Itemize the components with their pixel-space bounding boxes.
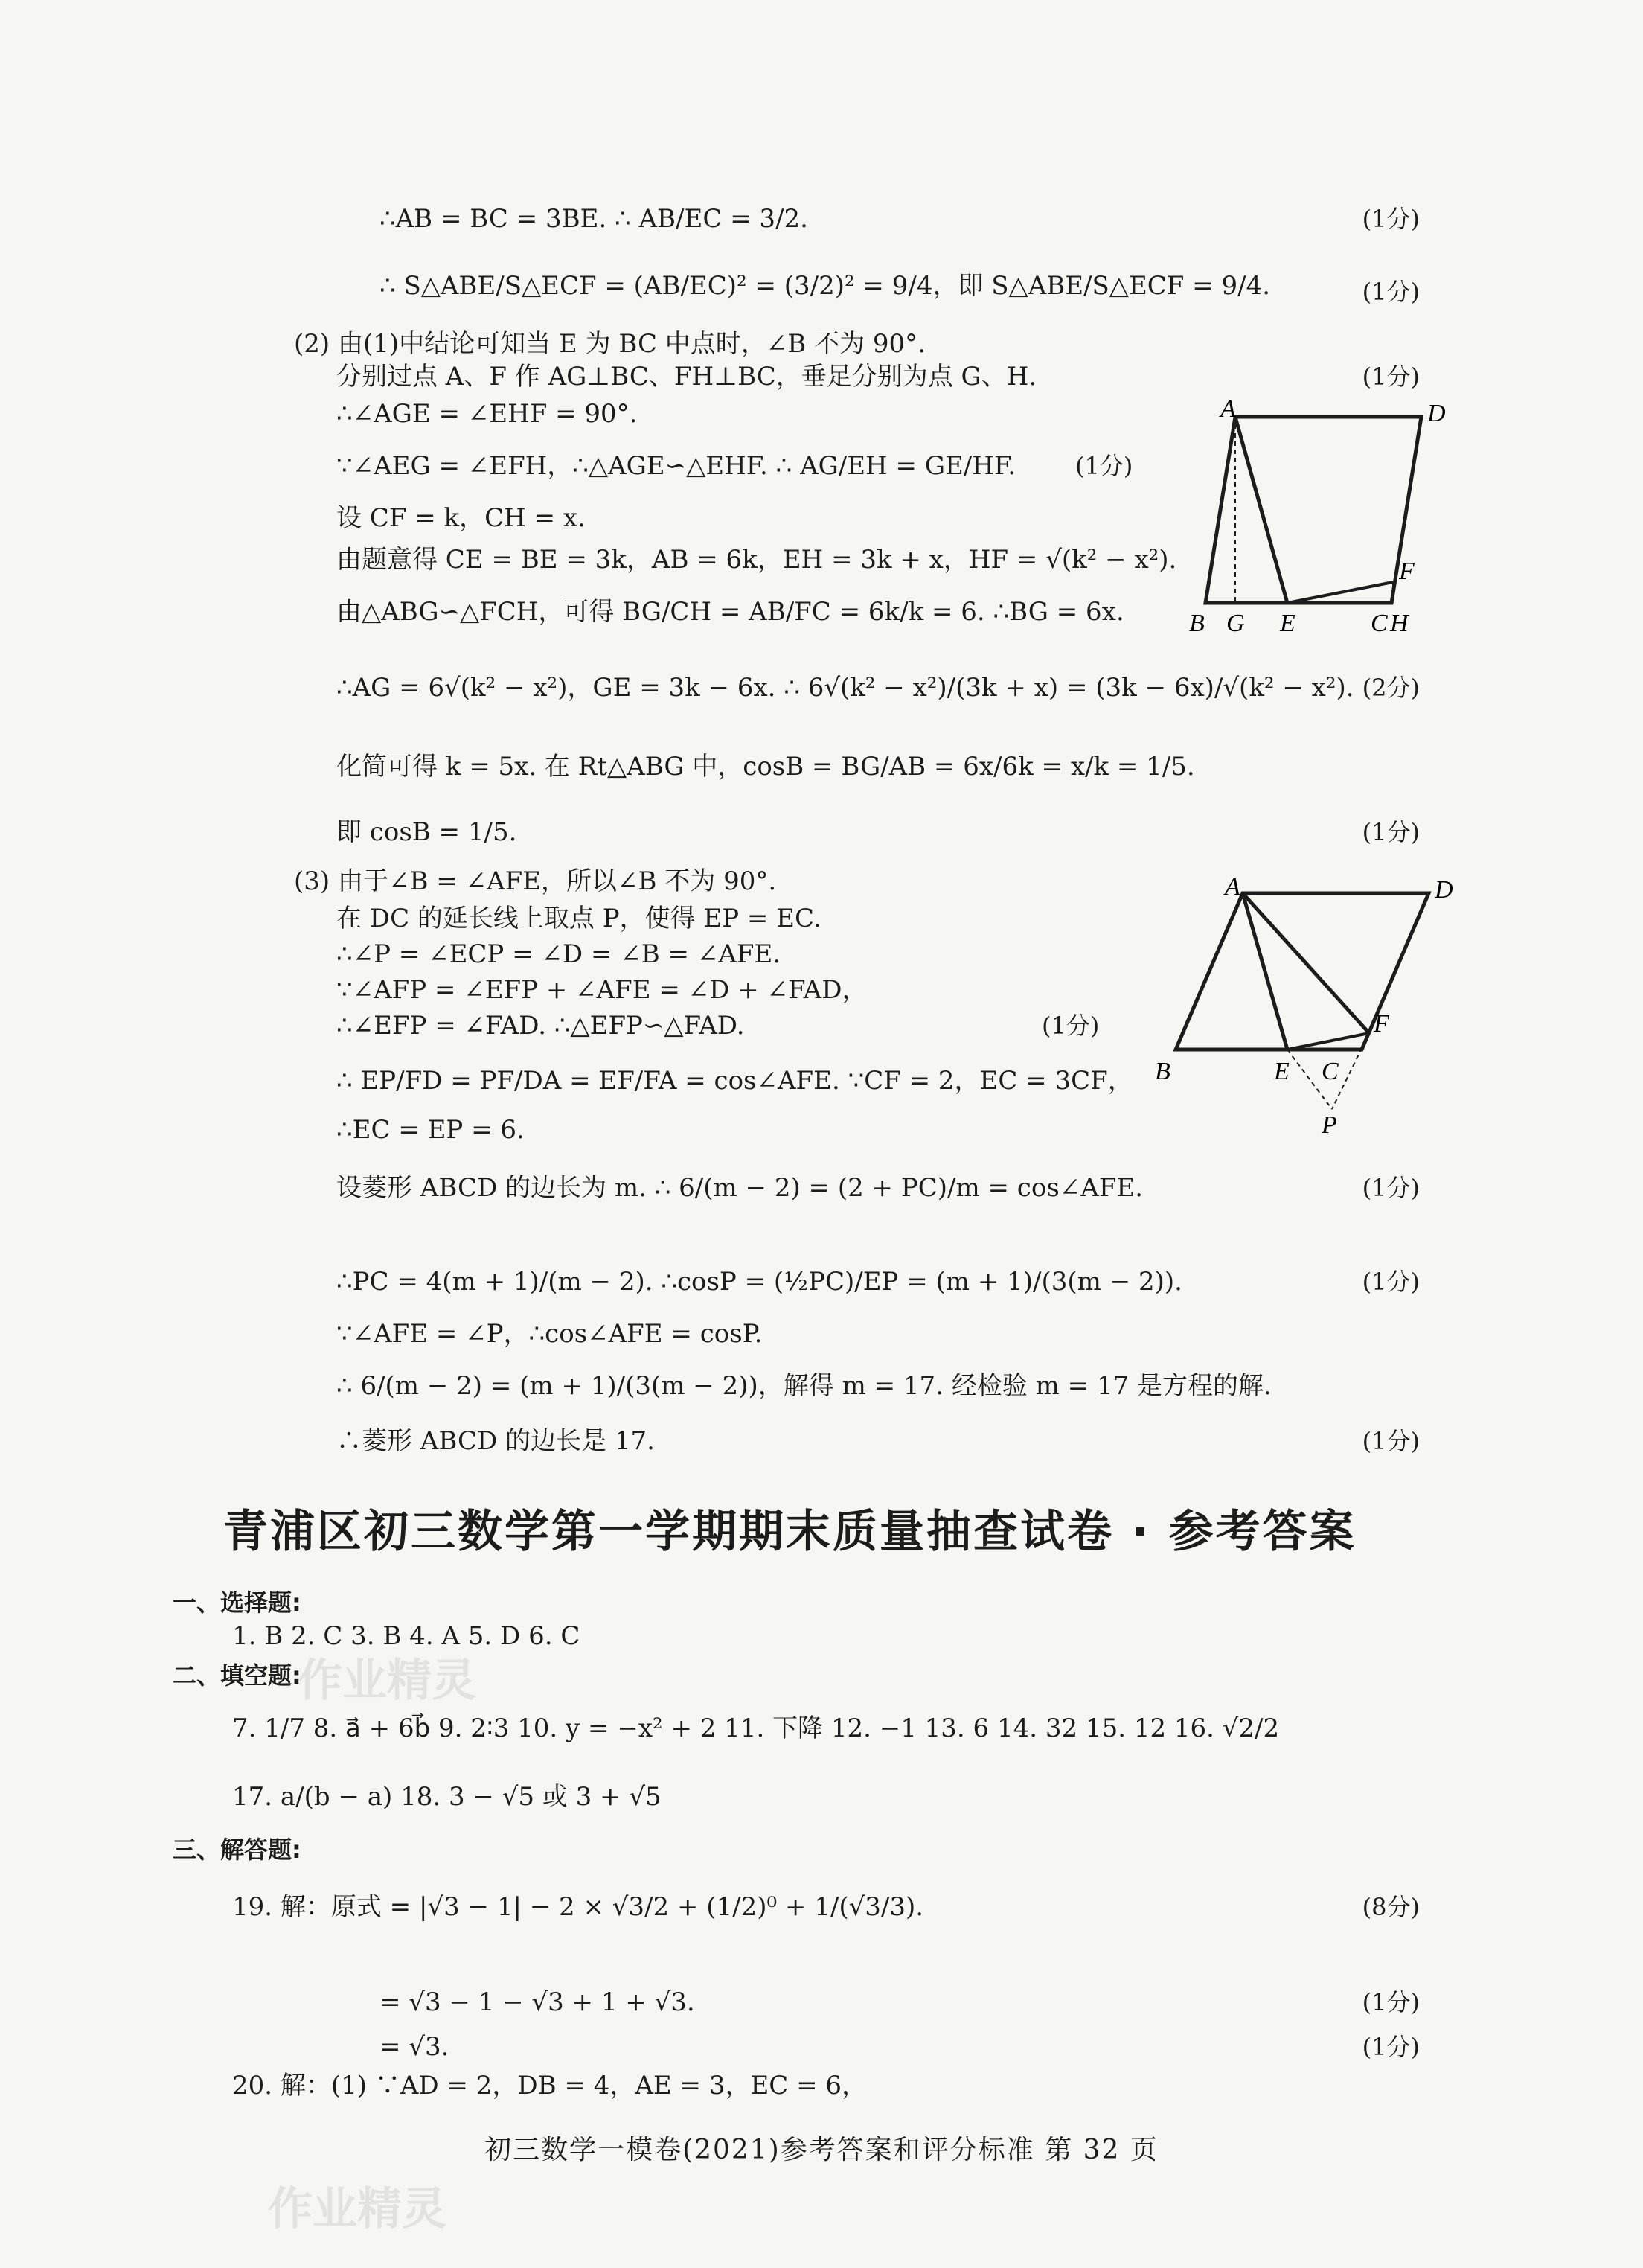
solution-line: ∴ S△ABE/S△ECF = (AB/EC)² = (3/2)² = 9/4，即 S△ABE/S△ECF = 9/4. [379,271,1271,301]
q19-line: = √3. [379,2032,449,2062]
point-label: G [1226,610,1245,637]
score-label: (1分) [1362,1268,1420,1296]
solution-line: 即 cosB = 1/5. [336,817,517,847]
figure-rhombus-1 [1176,394,1458,640]
solution-line: ∴ 6/(m − 2) = (m + 1)/(3(m − 2))，解得 m = 17. 经检验 m = 17 是方程的解. [336,1371,1272,1401]
point-label: B [1189,610,1205,637]
section-choice-heading: 一、选择题: [173,1588,301,1617]
point-label: E [1274,1058,1290,1085]
solution-line: ∵∠AFE = ∠P，∴cos∠AFE = cosP. [336,1319,763,1349]
solution-line: 设 CF = k，CH = x. [336,503,586,533]
answer-key-title: 青浦区初三数学第一学期期末质量抽查试卷 · 参考答案 [223,1506,1357,1558]
solution-line: 在 DC 的延长线上取点 P，使得 EP = EC. [336,904,822,933]
q19-line: 19. 解：原式 = |√3 − 1| − 2 × √3/2 + (1/2)⁰ + 1/(√3/3). [232,1892,924,1922]
point-label: C [1371,610,1388,637]
score-label: (1分) [1075,452,1133,480]
solution-line: ∴EC = EP = 6. [336,1115,525,1145]
solution-line: ∵∠AFP = ∠EFP + ∠AFE = ∠D + ∠FAD， [336,975,868,1005]
page-footer: 初三数学一模卷(2021)参考答案和评分标准 第 32 页 [484,2135,1159,2165]
fill-answers-line: 7. 1/7 8. a⃗ + 6b⃗ 9. 2∶3 10. y = −x² + 2 11. 下降 12. −1 13. 6 14. 32 15. 12 16. √2/2 [232,1713,1280,1743]
solution-line: ∴菱形 ABCD 的边长是 17. [336,1426,655,1456]
section-fill-heading: 二、填空题: [173,1661,301,1690]
score-label: (1分) [1362,818,1420,846]
solution-line: ∴∠EFP = ∠FAD. ∴△EFP∽△FAD. [336,1011,745,1041]
point-label: D [1427,400,1446,427]
solution-line: (2) 由(1)中结论可知当 E 为 BC 中点时，∠B 不为 90°. [294,329,926,359]
score-label: (1分) [1362,1174,1420,1202]
point-label: D [1435,876,1453,904]
solution-line: ∴ EP/FD = PF/DA = EF/FA = cos∠AFE. ∵CF = 2，EC = 3CF， [336,1066,1133,1096]
solution-line: ∴∠AGE = ∠EHF = 90°. [336,399,638,429]
solution-line: ∴PC = 4(m + 1)/(m − 2). ∴cosP = (½PC)/EP = (m + 1)/(3(m − 2)). [336,1267,1182,1297]
watermark: 作业精灵 [268,2183,446,2235]
watermark: 作业精灵 [298,1655,476,1707]
figure-rhombus-2 [1146,871,1458,1154]
point-label: F [1374,1010,1389,1038]
score-label: (1分) [1362,362,1420,391]
point-label: A [1220,395,1236,423]
solution-line: ∵∠AEG = ∠EFH，∴△AGE∽△EHF. ∴ AG/EH = GE/HF. [336,451,1016,481]
score-label: (1分) [1362,1427,1420,1455]
score-label: (1分) [1362,2033,1420,2061]
score-label: (8分) [1362,1893,1420,1921]
solution-line: 化简可得 k = 5x. 在 Rt△ABG 中，cosB = BG/AB = 6x/6k = x/k = 1/5. [336,752,1195,782]
q19-line: = √3 − 1 − √3 + 1 + √3. [379,1987,695,2017]
score-label: (1分) [1362,205,1420,233]
fill-answers-line: 17. a/(b − a) 18. 3 − √5 或 3 + √5 [232,1782,662,1812]
point-label: B [1155,1058,1170,1085]
solution-line: ∴∠P = ∠ECP = ∠D = ∠B = ∠AFE. [336,939,781,969]
point-label: A [1225,873,1240,901]
choice-answers: 1. B 2. C 3. B 4. A 5. D 6. C [232,1621,580,1651]
q20-line: 20. 解：(1) ∵AD = 2，DB = 4，AE = 3，EC = 6， [232,2071,868,2101]
solution-line: ∴AB = BC = 3BE. ∴ AB/EC = 3/2. [379,204,808,234]
solution-line: ∴AG = 6√(k² − x²)，GE = 3k − 6x. ∴ 6√(k² − x²)/(3k + x) = (3k − 6x)/√(k² − x²). [336,673,1354,703]
section-answer-heading: 三、解答题: [173,1836,301,1864]
score-label: (2分) [1362,674,1420,702]
solution-line: 设菱形 ABCD 的边长为 m. ∴ 6/(m − 2) = (2 + PC)/m = cos∠AFE. [336,1173,1144,1203]
solution-line: 分别过点 A、F 作 AG⊥BC、FH⊥BC，垂足分别为点 G、H. [336,362,1037,392]
score-label: (1分) [1362,1988,1420,2016]
solution-line: 由△ABG∽△FCH，可得 BG/CH = AB/FC = 6k/k = 6. ∴BG = 6x. [336,597,1124,627]
point-label: F [1399,558,1415,585]
score-label: (1分) [1362,278,1420,306]
solution-line: (3) 由于∠B = ∠AFE，所以∠B 不为 90°. [294,866,777,896]
point-label: C [1322,1058,1339,1085]
score-label: (1分) [1042,1012,1100,1040]
solution-line: 由题意得 CE = BE = 3k，AB = 6k，EH = 3k + x，HF = √(k² − x²). [336,545,1177,575]
point-label: E [1280,610,1295,637]
point-label: H [1390,610,1409,637]
point-label: P [1322,1111,1337,1139]
